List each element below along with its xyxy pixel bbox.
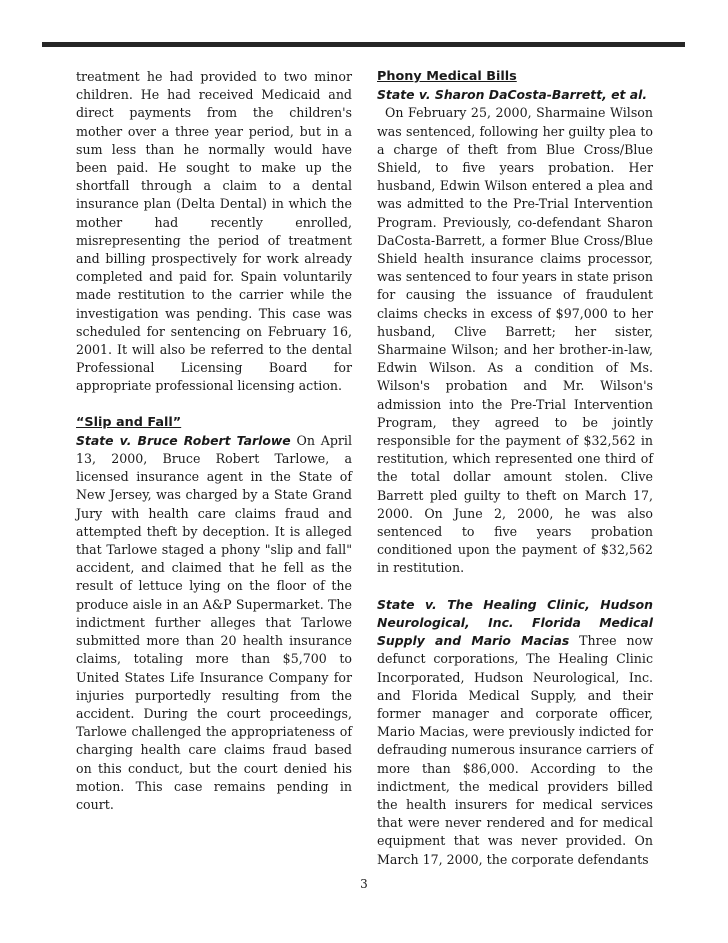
section-heading-phony-medical-bills: Phony Medical Bills bbox=[377, 69, 517, 84]
paragraph-healing-clinic-case bbox=[377, 596, 653, 869]
top-rule bbox=[42, 42, 685, 47]
paragraph-dacosta-barrett-case: On February 25, 2000, Sharmaine Wilson was sentenced, following her guilty plea to a charge of theft from Blue Cross/Blue Shield, to five years probation. Her husband, Edwin Wilson entered a plea and was admitted to the Pre-Trial Intervention Program. Previously, co-defendant Sharon DaCosta-Barrett, a former Blue Cross/Blue Shield health insurance claims processor, was sentenced to four years in state prison for causing the issuance of fraudulent claims checks in excess of $97,000 to her husband, Clive Barrett; her sister, Sharmaine Wilson; and her brother-in-law, Edwin Wilson. As a condition of Ms. Wilson's probation and Mr. Wilson's admission into the Pre-Trial Intervention Program, they agreed to be jointly responsible for the payment of $32,562 in restitution, which represented one third of the total dollar amount stolen. Clive Barrett pled guilty to theft on March 17, 2000. On June 2, 2000, he was also sentenced to five years probation conditioned upon the payment of $32,562 in restitution. bbox=[377, 105, 653, 576]
paragraph-dental-case: treatment he had provided to two minor children. He had received Medicaid and direct payments from the children's mother over a three year period, but in a sum less than he normally would have been paid. He sought to make up the shortfall through a claim to a dental insurance plan (Delta Dental) in which the mother had recently enrolled, misrepresenting the period of treatment and billing prospectively for work already completed and paid for. Spain voluntarily made restitution to the carrier while the investigation was pending. This case was scheduled for sentencing on February 16, 2001. It will also be referred to the dental Professional Licensing Board for appropriate professional licensing action. bbox=[76, 69, 352, 394]
case-title-healing-clinic: State v. The Healing Clinic, Hudson Neurological, Inc. Florida Medical Supply and Mario Macias bbox=[377, 596, 653, 649]
case-text-tarlowe: On April 13, 2000, Bruce Robert Tarlowe, a licensed insurance agent in the State of New Jersey, was charged by a State Grand Jury with health care claims fraud and attempted theft by deception. It is alleged that Tarlowe staged a phony "slip and fall" accident, and claimed that he fell as the result of lettuce lying on the floor of the produce aisle in an A&P Supermarket. The indictment further alleges that Tarlowe submitted more than 20 health insurance claims, totaling more than $5,700 to United States Life Insurance Company for injuries purportedly resulting from the accident. During the court proceedings, Tarlowe challenged the appropriateness of charging health care claims fraud based on this conduct, but the court denied his motion. This case remains pending in court. bbox=[76, 432, 352, 812]
section-heading-slip-and-fall: “Slip and Fall” bbox=[76, 414, 182, 430]
paragraph-tarlowe-case bbox=[76, 432, 352, 814]
left-column bbox=[76, 68, 352, 814]
case-text-healing-clinic: Three now defunct corporations, The Healing Clinic Incorporated, Hudson Neurological, Inc. and Florida Medical Supply, and their former manager and corporate officer, Mario Macias, were previously indicted for defrauding numerous insurance carriers of more than $86,000. According to the indictment, the medical providers billed the health insurers for medical services that were never rendered and for medical equipment that was never provided. On March 17, 2000, the corporate defendants bbox=[377, 633, 653, 867]
right-column bbox=[377, 68, 653, 869]
case-title-tarlowe: State v. Bruce Robert Tarlowe bbox=[76, 432, 291, 448]
case-title-dacosta-barrett: State v. Sharon DaCosta-Barrett, et al. bbox=[377, 87, 648, 103]
page-number: 3 bbox=[360, 877, 368, 891]
